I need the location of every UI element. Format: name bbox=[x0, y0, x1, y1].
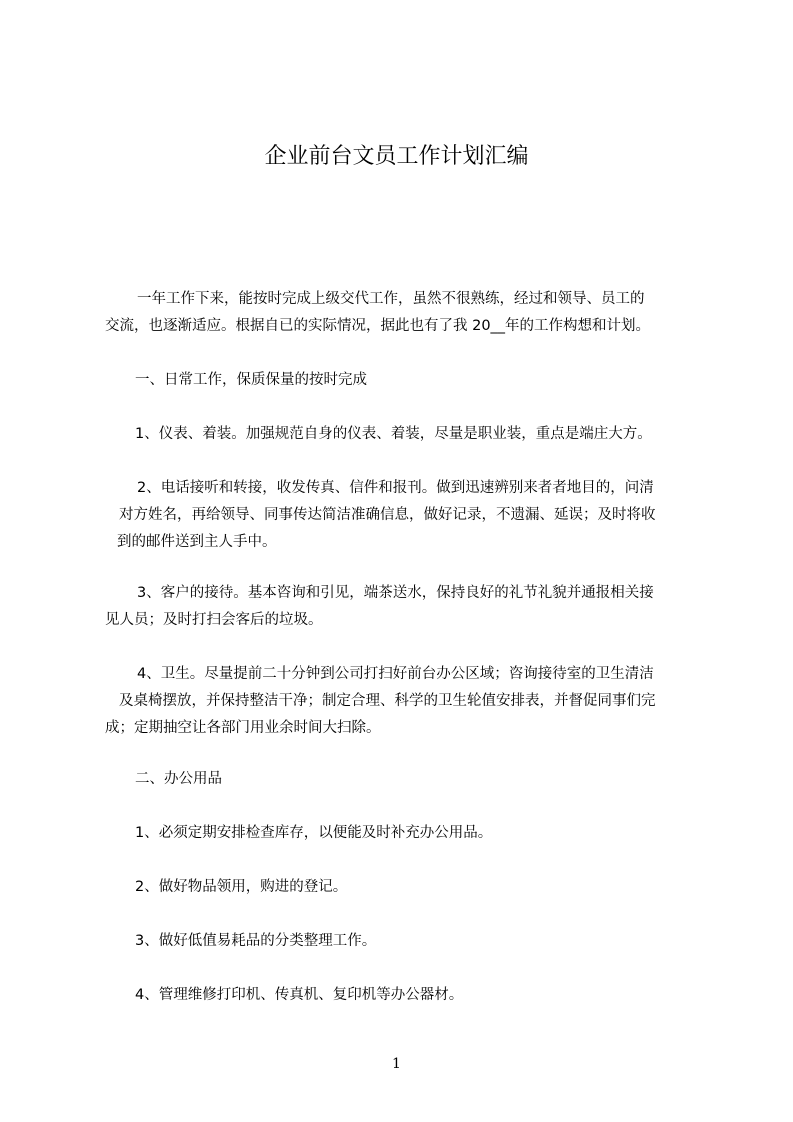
paragraph-line: 1、必须定期安排检查库存，以便能及时补充办公用品。 bbox=[135, 825, 493, 841]
paragraph-line: 4、卫生。尽量提前二十分钟到公司打扫好前台办公区域；咨询接待室的卫生清洁 bbox=[137, 666, 654, 682]
section-heading-text: 一、日常工作，保质保量的按时完成 bbox=[135, 372, 367, 388]
paragraph-line: 1、仪表、着装。加强规范自身的仪表、着装，尽量是职业装，重点是端庄大方。 bbox=[135, 426, 652, 442]
paragraph-line: 一年工作下来，能按时完成上级交代工作，虽然不很熟练，经过和领导、员工的 bbox=[137, 291, 645, 307]
section-heading-text: 二、办公用品 bbox=[135, 771, 222, 787]
document-title: 企业前台文员工作计划汇编 bbox=[264, 144, 529, 169]
paragraph-line: 见人员；及时打扫会客后的垃圾。 bbox=[105, 612, 323, 628]
paragraph-line: 3、做好低值易耗品的分类整理工作。 bbox=[135, 933, 377, 949]
section-heading-daily-work bbox=[105, 367, 717, 394]
paragraph-line: 交流，也逐渐适应。根据自已的实际情况，据此也有了我 20__年的工作构想和计划。 bbox=[105, 318, 651, 334]
paragraph-line: 成；定期抽空让各部门用业余时间大扫除。 bbox=[105, 720, 381, 736]
paragraph-line: 到的邮件送到主人手中。 bbox=[117, 534, 277, 550]
list-item-appearance bbox=[105, 421, 717, 448]
list-item-phone bbox=[105, 475, 717, 556]
paragraph-line: 4、管理维修打印机、传真机、复印机等办公器材。 bbox=[135, 987, 464, 1003]
list-item-reception bbox=[105, 580, 717, 634]
paragraph-line: 3、客户的接待。基本咨询和引见，端茶送水，保持良好的礼节礼貌并通报相关接 bbox=[137, 585, 654, 601]
list-item-inventory bbox=[105, 820, 717, 847]
intro-paragraph bbox=[105, 286, 717, 340]
list-item-sorting bbox=[105, 928, 717, 955]
list-item-registration bbox=[105, 874, 717, 901]
paragraph-line: 2、电话接听和转接，收发传真、信件和报刊。做到迅速辨别来者者地目的，问清 bbox=[137, 480, 654, 496]
paragraph-line: 2、做好物品领用，购进的登记。 bbox=[135, 879, 348, 895]
list-item-equipment bbox=[105, 982, 717, 1009]
page-number: 1 bbox=[392, 1056, 401, 1072]
paragraph-line: 对方姓名，再给领导、同事传达简洁准确信息，做好记录，不遗漏、延误；及时将收 bbox=[119, 507, 656, 523]
list-item-hygiene bbox=[105, 661, 717, 742]
paragraph-line: 及桌椅摆放，并保持整洁干净；制定合理、科学的卫生轮值安排表，并督促同事们完 bbox=[119, 693, 656, 709]
section-heading-office-supplies bbox=[105, 766, 717, 793]
